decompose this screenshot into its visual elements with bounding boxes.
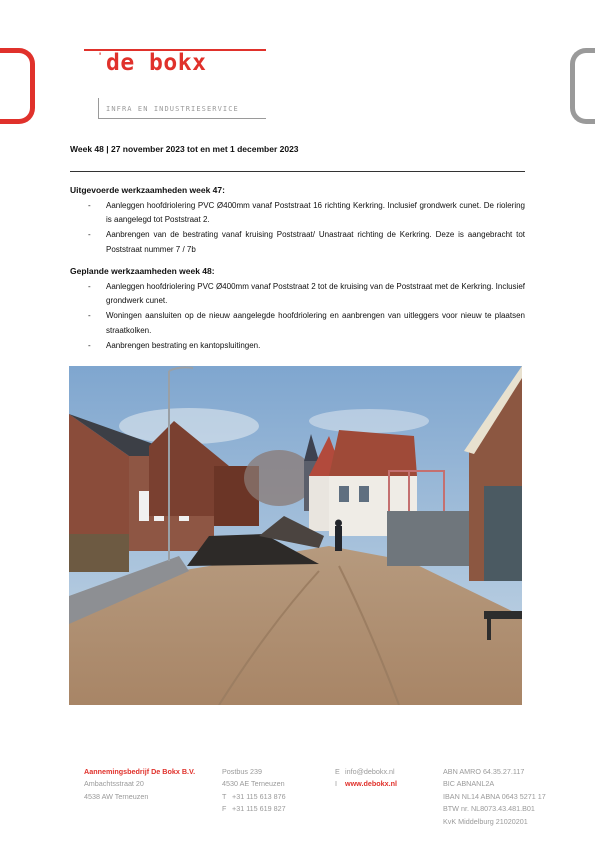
- list-item: [70, 199, 525, 227]
- logo-tagline: INFRA EN INDUSTRIESERVICE: [106, 105, 239, 113]
- phone-number: +31 115 613 876: [232, 791, 286, 801]
- footer-postal: [222, 766, 286, 816]
- logo-divider-horizontal: [98, 118, 266, 119]
- kvk-number: KvK Middelburg 21020201: [443, 816, 528, 826]
- logo-divider-vertical: [98, 98, 99, 118]
- list-item: [70, 280, 525, 308]
- bullet-dash: -: [88, 311, 91, 321]
- logo-mark: ': [99, 51, 102, 61]
- fax-number: +31 115 619 827: [232, 804, 286, 814]
- email-link[interactable]: info@debokx.nl: [345, 767, 395, 776]
- week-heading: Week 48 | 27 november 2023 tot en met 1 december 2023: [70, 144, 299, 154]
- email-label: E: [335, 767, 340, 776]
- footer-bank: [443, 766, 546, 828]
- company-city: 4538 AW Terneuzen: [84, 791, 149, 801]
- company-street: Ambachtsstraat 20: [84, 779, 144, 789]
- company-name: Aannemingsbedrijf De Bokx B.V.: [84, 767, 196, 776]
- bank-iban: IBAN NL14 ABNA 0643 5271 17: [443, 791, 546, 801]
- postal-city: 4530 AE Terneuzen: [222, 779, 285, 789]
- list-item-text: Woningen aansluiten op de nieuw aangelegde hoofdriolering en aanbrengen van uitleggers voor nieuw te plaatsen straatkolken.: [106, 311, 525, 335]
- logo-brand-text: de bokx: [106, 50, 207, 76]
- list-item-text: Aanleggen hoofdriolering PVC Ø400mm vanaf Poststraat 2 tot de kruising van de Poststraat met de Kerkring. Inclusief grondwerk cunet.: [106, 282, 525, 306]
- header-rule: [70, 171, 525, 172]
- decorative-bracket-right: [570, 48, 595, 124]
- completed-work-list: [70, 199, 525, 258]
- bank-account: ABN AMRO 64.35.27.117: [443, 767, 525, 776]
- list-item-text: Aanbrengen van de bestrating vanaf kruising Poststraat/ Unastraat richting de Kerkring. Deze is aangebracht tot Poststraat nummer 7 / 7b: [106, 230, 525, 254]
- decorative-bracket-left: [0, 48, 35, 124]
- section-title-planned: Geplande werkzaamheden week 48:: [70, 266, 215, 276]
- web-label: I: [335, 779, 337, 789]
- list-item: [70, 309, 525, 337]
- list-item: [70, 228, 525, 256]
- list-item: [70, 339, 525, 353]
- section-title-completed: Uitgevoerde werkzaamheden week 47:: [70, 185, 225, 195]
- vat-number: BTW nr. NL8073.43.481.B01: [443, 804, 535, 814]
- bullet-dash: -: [88, 230, 91, 240]
- bank-bic: BIC ABNANL2A: [443, 779, 495, 789]
- phone-label: T: [222, 791, 227, 801]
- bullet-dash: -: [88, 201, 91, 210]
- bullet-dash: -: [88, 282, 91, 291]
- bullet-dash: -: [88, 340, 91, 350]
- footer-contact: [335, 766, 397, 791]
- postal-box: Postbus 239: [222, 767, 262, 776]
- construction-site-photo: [69, 366, 522, 705]
- list-item-text: Aanbrengen bestrating en kantopsluitingen.: [106, 340, 261, 350]
- website-link[interactable]: www.debokx.nl: [345, 779, 398, 789]
- list-item-text: Aanleggen hoofdriolering PVC Ø400mm vanaf Poststraat 16 richting Kerkring. Inclusief grondwerk cunet. De riolering is aangelegd tot Poststraat 2.: [106, 201, 525, 225]
- planned-work-list: [70, 280, 525, 354]
- fax-label: F: [222, 804, 227, 814]
- footer-company: [84, 766, 195, 803]
